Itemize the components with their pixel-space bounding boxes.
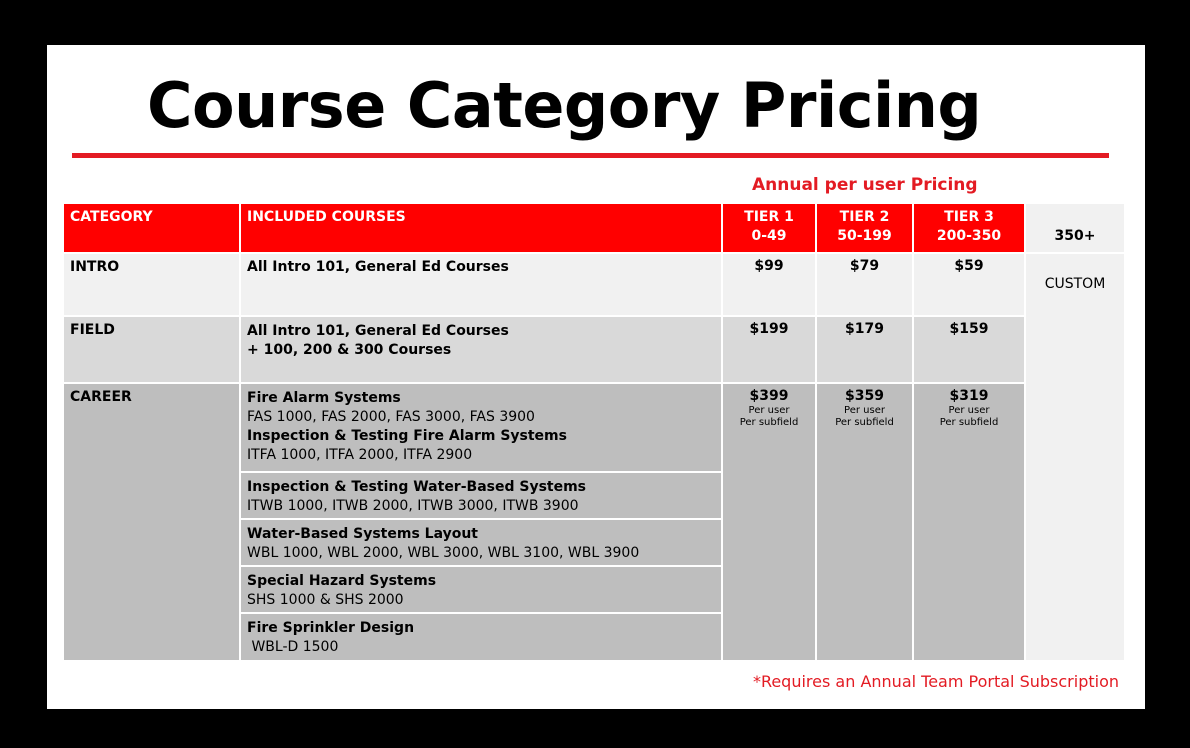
- career-group-shs: Special Hazard Systems SHS 1000 & SHS 2000: [241, 567, 721, 612]
- career-category: CAREER: [64, 384, 239, 660]
- field-courses-line1: All Intro 101, General Ed Courses: [247, 323, 509, 339]
- pricing-subtitle: Annual per user Pricing: [752, 175, 978, 195]
- intro-price-tier1: $99: [723, 254, 815, 315]
- field-courses-line2: + 100, 200 & 300 Courses: [247, 342, 452, 358]
- career-price-tier2: $359 Per user Per subfield: [817, 384, 912, 660]
- career-group-wbl: Water-Based Systems Layout WBL 1000, WBL 2000, WBL 3000, WBL 3100, WBL 3900: [241, 520, 721, 565]
- footnote: *Requires an Annual Team Portal Subscription: [752, 672, 1119, 691]
- custom-cell: CUSTOM: [1026, 254, 1124, 660]
- tier3-label: TIER 3: [944, 209, 994, 225]
- field-price-tier3: $159: [914, 317, 1024, 382]
- tier2-label: TIER 2: [839, 209, 890, 225]
- header-courses: INCLUDED COURSES: [241, 204, 721, 252]
- tier1-label: TIER 1: [744, 209, 794, 225]
- intro-price-tier2: $79: [817, 254, 912, 315]
- field-price-tier1: $199: [723, 317, 815, 382]
- header-tier1: [723, 204, 815, 252]
- career-price-tier1: $399 Per user Per subfield: [723, 384, 815, 660]
- header-category: CATEGORY: [64, 204, 239, 252]
- tier3-range: 200-350: [936, 228, 1002, 244]
- career-group-fsd: Fire Sprinkler Design WBL-D 1500: [241, 614, 721, 660]
- intro-category: INTRO: [64, 254, 239, 315]
- field-price-tier2: $179: [817, 317, 912, 382]
- field-category: FIELD: [64, 317, 239, 382]
- intro-price-tier3: $59: [914, 254, 1024, 315]
- career-group-fire-alarm: Fire Alarm Systems FAS 1000, FAS 2000, FAS 3000, FAS 3900 Inspection & Testing Fire Alarm Systems ITFA 1000, ITFA 2000, ITFA 2900: [241, 384, 721, 471]
- intro-courses: All Intro 101, General Ed Courses: [241, 254, 721, 315]
- title-underline: [72, 153, 1109, 158]
- page-title: Course Category Pricing: [147, 69, 982, 142]
- career-group-itwb: Inspection & Testing Water-Based Systems ITWB 1000, ITWB 2000, ITWB 3000, ITWB 3900: [241, 473, 721, 518]
- slide: [47, 45, 1145, 709]
- career-price-tier3: $319 Per user Per subfield: [914, 384, 1024, 660]
- header-tier3: [914, 204, 1024, 252]
- tier1-range: 0-49: [751, 228, 787, 244]
- header-tier4: 350+: [1026, 204, 1124, 252]
- header-tier2: [817, 204, 912, 252]
- field-courses: [241, 317, 721, 382]
- tier2-range: 50-199: [837, 228, 892, 244]
